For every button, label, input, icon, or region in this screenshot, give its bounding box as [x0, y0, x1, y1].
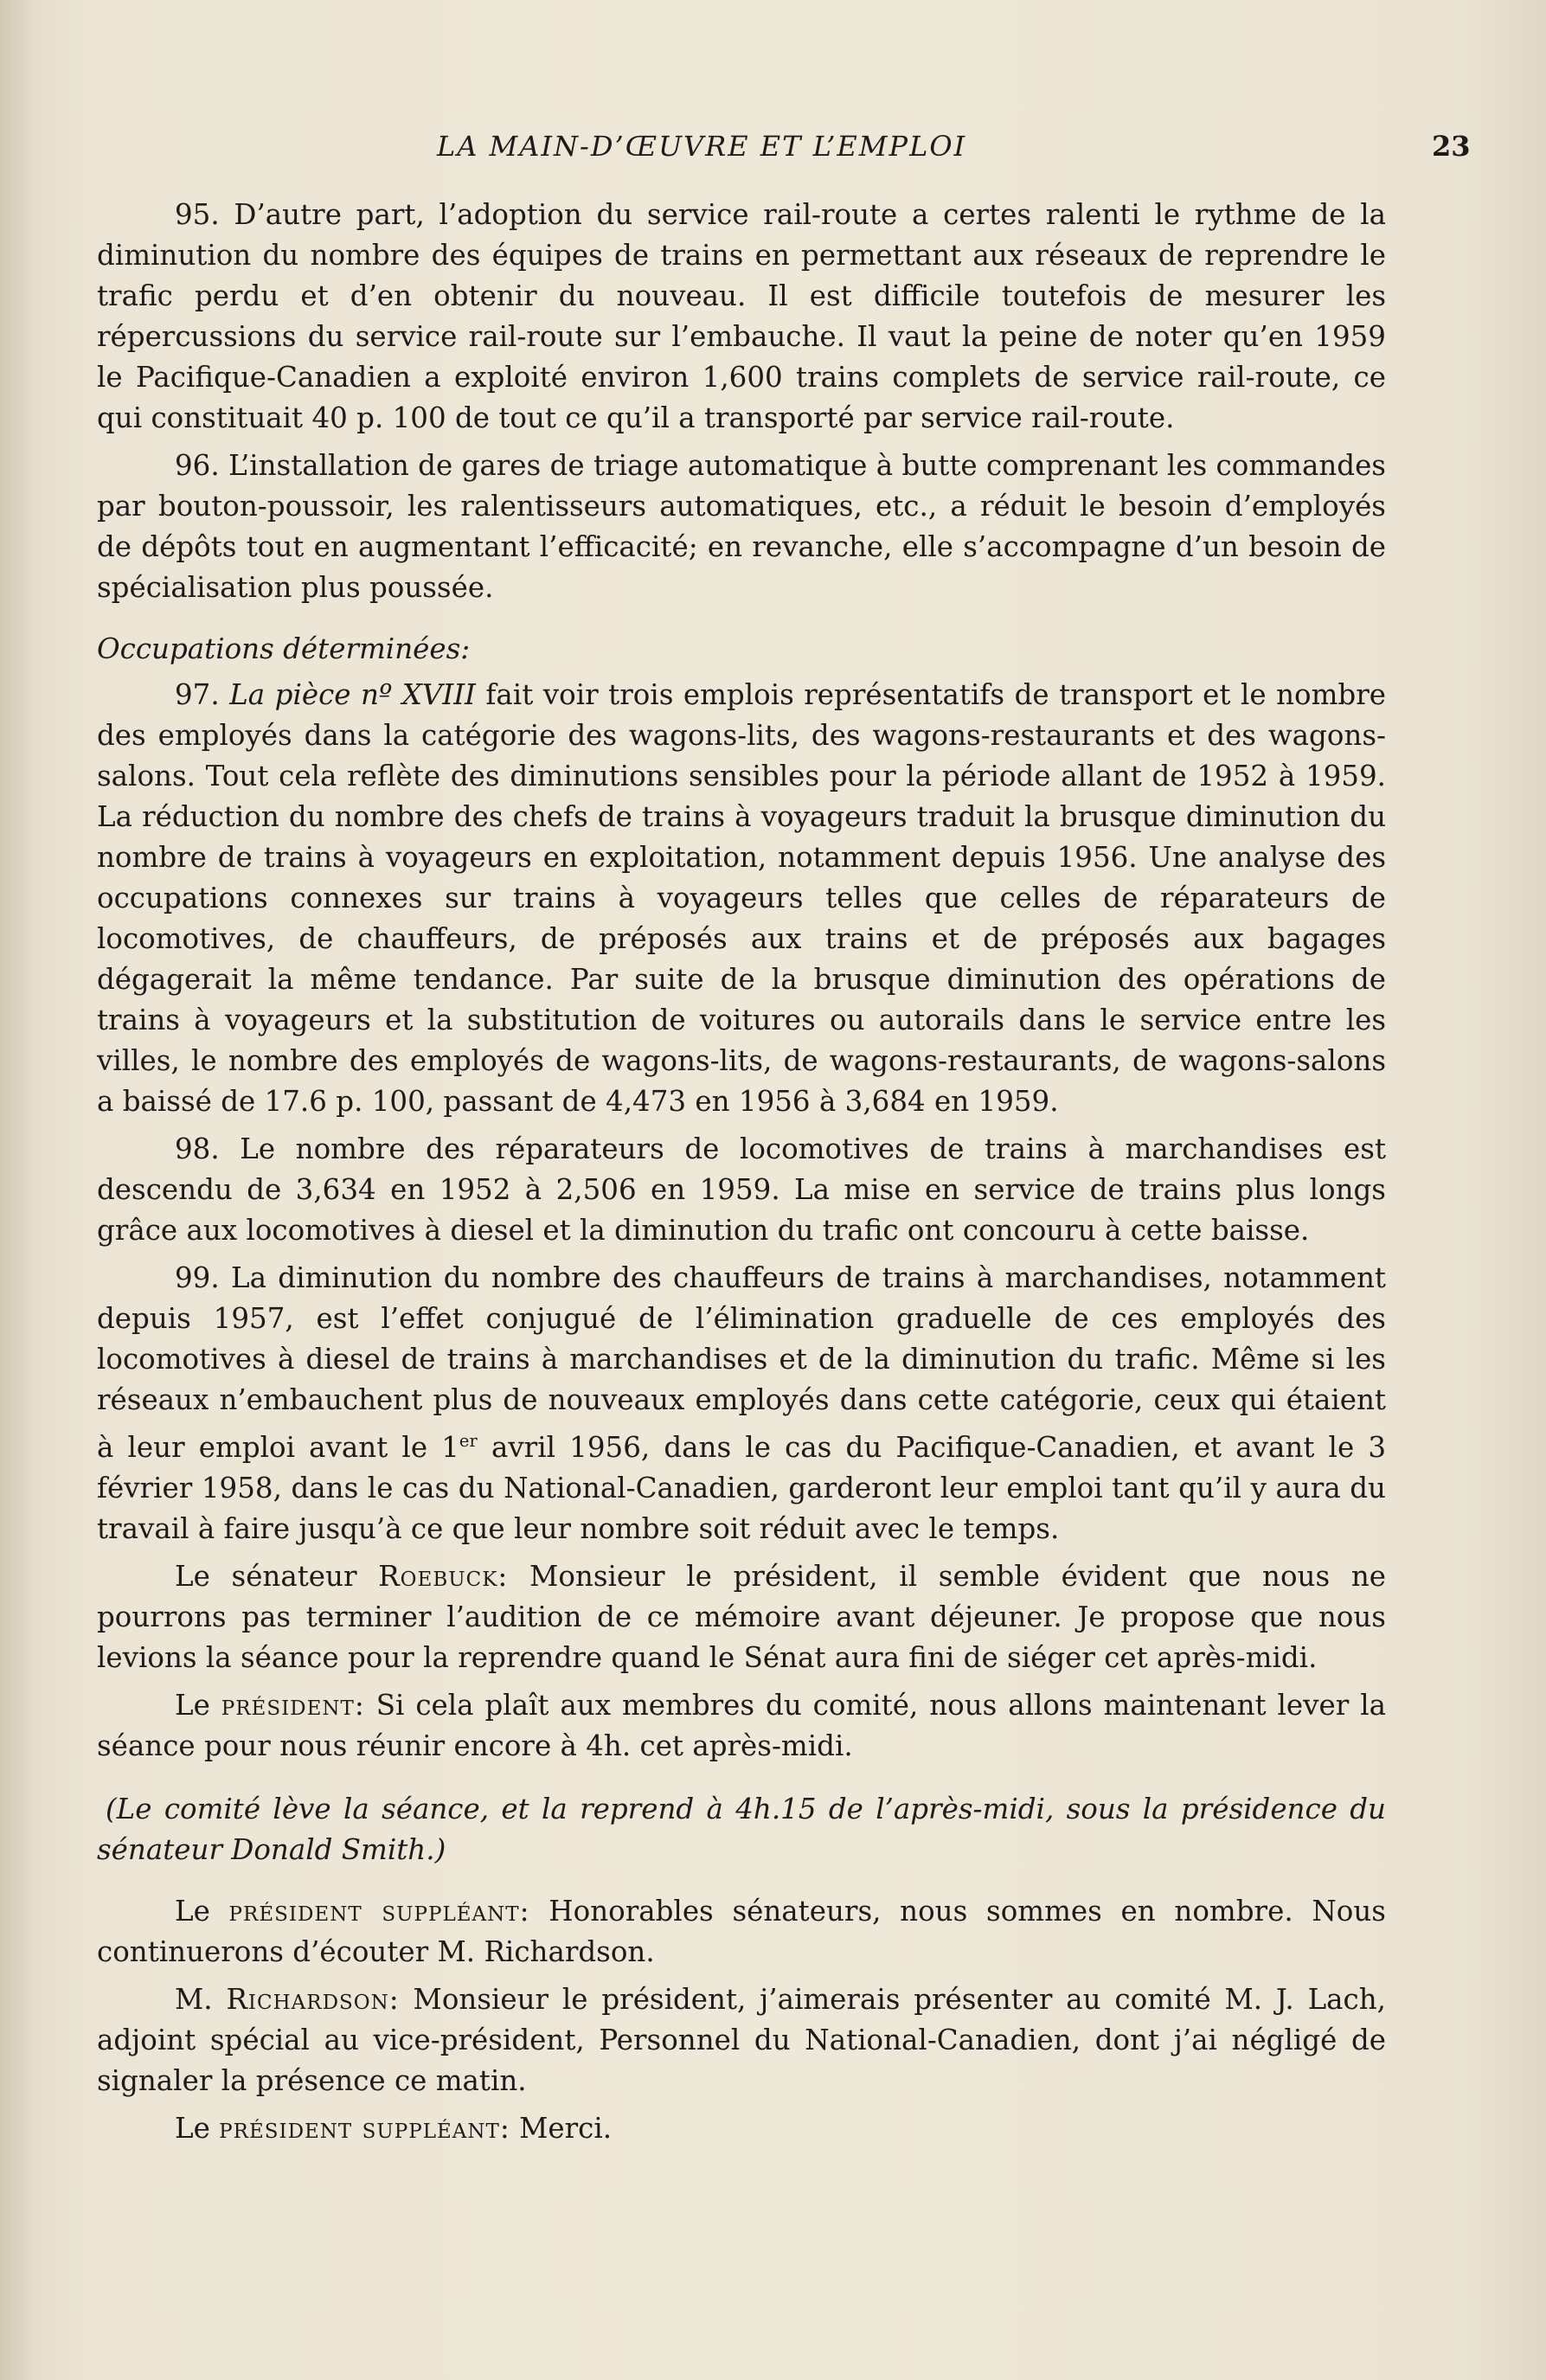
page-edge-shadow — [0, 0, 35, 2380]
page-header — [95, 130, 1546, 173]
exhibit-reference: La pièce nº XVIII — [229, 678, 476, 711]
speaker-prefix: M. — [175, 1982, 227, 2016]
speech-roebuck — [97, 1556, 1386, 1678]
paragraph-text: Le nombre des réparateurs de locomotives de trains à marchandises est descendu de 3,634 en 1952 à 2,506 en 1959. La mise en service de trains plus longs grâce aux locomotives à diesel et la diminution du trafic ont concouru à cette baisse. — [97, 1132, 1386, 1247]
speaker-name: président suppléant: — [228, 1894, 530, 1928]
running-title: LA MAIN-D’ŒUVRE ET L’EMPLOI — [437, 130, 967, 163]
speaker-prefix: Le — [175, 1688, 221, 1722]
paragraph-text: fait voir trois emplois représentatifs de transport et le nombre des employés dans la catégorie des wagons-lits, des wagons-restaurants et des wagons-salons. Tout cela reflète des diminutions sensibles pour la période allant de 1952 à 1959. La réduction du nombre des chefs de trains à voyageurs traduit la brusque diminution du nombre de trains à voyageurs en exploitation, notamment depuis 1956. Une analyse des occupations connexes sur trains à voyageurs telles que celles de réparateurs de locomotives, de chauffeurs, de préposés aux trains et de préposés aux bagages dégagerait la même tendance. Par suite de la brusque diminution des opérations de trains à voyageurs et la substitution de voitures ou autorails dans le service entre les villes, le nombre des employés de wagons-lits, de wagons-restaurants, de wagons-salons a baissé de 17.6 p. 100, passant de 4,473 en 1956 à 3,684 en 1959. — [97, 678, 1386, 1118]
paragraph-text: D’autre part, l’adoption du service rail-route a certes ralenti le rythme de la diminution du nombre des équipes de trains en permettant aux réseaux de reprendre le trafic perdu et d’en obtenir du nouveau. Il est difficile toutefois de mesurer les répercussions du service rail-route sur l’embauche. Il vaut la peine de noter qu’en 1959 le Pacifique-Canadien a exploité environ 1,600 trains complets de service rail-route, ce qui constituait 40 p. 100 de tout ce qu’il a transporté par service rail-route. — [97, 198, 1386, 434]
speech-text: Honorables sénateurs, nous sommes en nombre. Nous continuerons d’écouter M. Richardson. — [97, 1894, 1386, 1968]
speech-president-suppleant — [97, 1891, 1386, 1973]
speaker-name: président suppléant: — [219, 2111, 510, 2145]
speaker-prefix: Le sénateur — [175, 1559, 379, 1593]
speaker-prefix: Le — [175, 2111, 220, 2145]
paragraph-text: La diminution du nombre des chauffeurs de trains à marchandises, notamment depuis 1957, est l’effet conjugué de l’élimination graduelle de ces employés des locomotives à diesel de trains à marchandises et de la diminution du trafic. Même si les réseaux n’embauchent plus de nouveaux employés dans cette catégorie, ceux qui étaient à leur emploi avant le 1 — [97, 1261, 1386, 1464]
page-number: 23 — [1432, 130, 1471, 163]
body-text — [97, 195, 1386, 2156]
speech-text: Si cela plaît aux membres du comité, nous allons maintenant lever la séance pour nous réunir encore à 4h. cet après-midi. — [97, 1688, 1386, 1762]
paragraph-97 — [97, 675, 1386, 1122]
paragraph-98 — [97, 1129, 1386, 1251]
superscript: er — [459, 1431, 478, 1451]
paragraph-95 — [97, 195, 1386, 439]
paragraph-text-cont: avril 1956, dans le cas du Pacifique-Canadien, et avant le 3 février 1958, dans le cas du National-Canadien, garderont leur emploi tant qu’il y aura du travail à faire jusqu’à ce que leur nombre soit réduit avec le temps. — [97, 1430, 1387, 1545]
paragraph-number: 95. — [175, 198, 220, 231]
speech-text: Merci. — [510, 2111, 613, 2145]
paragraph-number: 98. — [175, 1132, 220, 1165]
paragraph-99 — [97, 1258, 1386, 1549]
speech-text: Monsieur le président, j’aimerais présenter au comité M. J. Lach, adjoint spécial au vice-président, Personnel du National-Canadien, dont j’ai négligé de signaler la présence ce matin. — [97, 1982, 1386, 2097]
speech-text: Monsieur le président, il semble évident que nous ne pourrons pas terminer l’audition de ce mémoire avant déjeuner. Je propose que nous levions la séance pour la reprendre quand le Sénat aura fini de siéger cet après-midi. — [97, 1559, 1387, 1674]
speaker-name: président: — [221, 1688, 365, 1722]
speaker-prefix: Le — [175, 1894, 229, 1928]
speaker-name: Roebuck: — [378, 1559, 509, 1593]
paragraph-text: L’installation de gares de triage automatique à butte comprenant les commandes par bouton-poussoir, les ralentisseurs automatiques, etc., a réduit le besoin d’employés de dépôts tout en augmentant l’efficacité; en revanche, elle s’accompagne d’un besoin de spécialisation plus poussée. — [97, 449, 1386, 604]
paragraph-number: 96. — [175, 449, 220, 482]
speech-president-suppleant-2 — [97, 2108, 1386, 2149]
speech-richardson — [97, 1979, 1386, 2101]
section-heading: Occupations déterminées: — [97, 632, 471, 665]
paragraph-number: 97. — [175, 678, 220, 711]
speech-president — [97, 1685, 1386, 1767]
stage-direction: (Le comité lève la séance, et la reprend à 4h.15 de l’après-midi, sous la présidence du sénateur Donald Smith.) — [97, 1792, 1386, 1866]
paragraph-number: 99. — [175, 1261, 220, 1294]
paragraph-96 — [97, 446, 1386, 608]
speaker-name: Richardson: — [226, 1982, 400, 2016]
